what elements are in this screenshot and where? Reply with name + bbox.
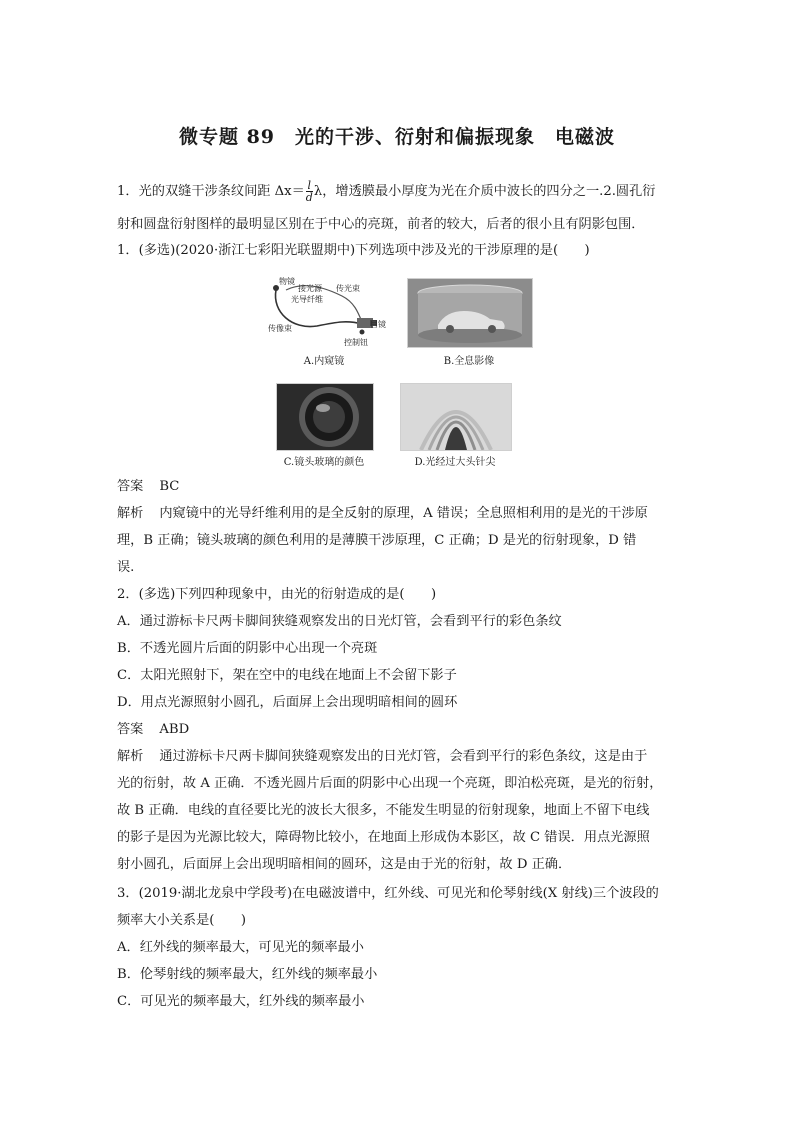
q1-analysis-line-1: [117, 505, 679, 523]
q2-analysis-line-1: [117, 748, 679, 766]
label-optical-fiber: 光导纤维: [291, 295, 323, 304]
answer-label: 答案: [117, 722, 144, 737]
q1-stem: 1．(多选)(2020·浙江七彩阳光联盟期中)下列选项中涉及光的干涉原理的是( ): [117, 243, 590, 258]
label-light-bundle: 传光束: [336, 284, 360, 293]
answer-value: ABD: [159, 722, 190, 737]
q3-stem-line-2: 频率大小关系是( ): [117, 913, 246, 928]
figure-a-caption: A.内窥镜: [303, 356, 345, 367]
intro-line-1-post: λ，增透膜最小厚度为光在介质中波长的四分之一.2.圆孔衍: [313, 184, 656, 199]
q2-option-b: B．不透光圆片后面的阴影中心出现一个亮斑: [117, 641, 378, 656]
fraction-l-over-d: [306, 180, 313, 203]
q2-analysis-line-3: 故 B 正确．电线的直径要比光的波长大很多，不能发生明显的衍射现象，地面上不留下电线: [117, 803, 650, 818]
figure-d-caption: D.光经过大头针尖: [414, 457, 496, 468]
lens-image: [277, 384, 373, 450]
q3-option-a: A．红外线的频率最大，可见光的频率最小: [117, 940, 364, 955]
q2-analysis-line-4: 的影子是因为光源比较大，障碍物比较小，在地面上形成伪本影区，故 C 错误．用点光源照: [117, 830, 650, 845]
answer-value: BC: [159, 479, 180, 494]
q2-option-d: D．用点光源照射小圆孔，后面屏上会出现明暗相间的圆环: [117, 695, 458, 710]
q2-option-c: C．太阳光照射下，架在空中的电线在地面上不会留下影子: [117, 668, 457, 683]
analysis-text: 通过游标卡尺两卡脚间狭缝观察发出的日光灯管，会看到平行的彩色条纹，这是由于: [159, 749, 648, 764]
q2-analysis-line-5: 射小圆孔，后面屏上会出现明暗相间的圆环，这是由于光的衍射，故 D 正确．: [117, 857, 572, 872]
diffraction-pattern-image: [401, 384, 511, 450]
q2-stem: 2．(多选)下列四种现象中，由光的衍射造成的是( ): [117, 587, 437, 602]
q1-answer: [117, 478, 679, 496]
q2-option-a: A．通过游标卡尺两卡脚间狭缝观察发出的日光灯管，会看到平行的彩色条纹: [117, 614, 562, 629]
page-title: 微专题 89 光的干涉、衍射和偏振现象 电磁波: [178, 126, 616, 148]
label-image-bundle: 传像束: [268, 324, 292, 333]
q3-option-c: C．可见光的频率最大，红外线的频率最小: [117, 994, 365, 1009]
q2-answer: [117, 721, 679, 739]
fraction-denominator: d: [305, 191, 313, 204]
q3-option-b: B．伦琴射线的频率最大，红外线的频率最小: [117, 967, 378, 982]
answer-label: 答案: [117, 479, 144, 494]
label-objective-lens: 物镜: [279, 277, 295, 286]
analysis-label: 解析: [117, 749, 144, 764]
label-eyepiece: 目镜: [370, 320, 386, 329]
intro-line-1-pre: 1．光的双缝干涉条纹间距 Δx＝: [117, 184, 305, 199]
hologram-image: [408, 279, 532, 347]
intro-line-1: [117, 180, 679, 203]
fraction-numerator: l: [307, 179, 312, 192]
figure-b-hologram: [407, 278, 533, 348]
q2-analysis-line-2: 光的衍射，故 A 正确．不透光圆片后面的阴影中心出现一个亮斑，即泊松亮斑，是光的衍射，: [117, 776, 663, 791]
label-light-source: 接光源: [298, 284, 322, 293]
q1-analysis-line-2: 理，B 正确；镜头玻璃的颜色利用的是薄膜干涉原理，C 正确；D 是光的衍射现象，D 错: [117, 533, 637, 548]
analysis-text: 内窥镜中的光导纤维利用的是全反射的原理，A 错误；全息照相利用的是光的干涉原: [159, 506, 648, 521]
figure-c-lens: [276, 383, 374, 451]
intro-line-2: 射和圆盘衍射图样的最明显区别在于中心的亮斑，前者的较大，后者的很小且有阴影包围．: [117, 217, 645, 232]
figure-d-diffraction: [400, 383, 512, 451]
figure-b-caption: B.全息影像: [443, 356, 495, 367]
q1-analysis-line-3: 误.: [117, 560, 135, 575]
q3-stem-line-1: 3．(2019·湖北龙泉中学段考)在电磁波谱中，红外线、可见光和伦琴射线(X 射线)三个波段的: [117, 886, 659, 901]
analysis-label: 解析: [117, 506, 144, 521]
label-control-knob: 控制钮: [344, 338, 368, 347]
figure-c-caption: C.镜头玻璃的颜色: [283, 457, 365, 468]
